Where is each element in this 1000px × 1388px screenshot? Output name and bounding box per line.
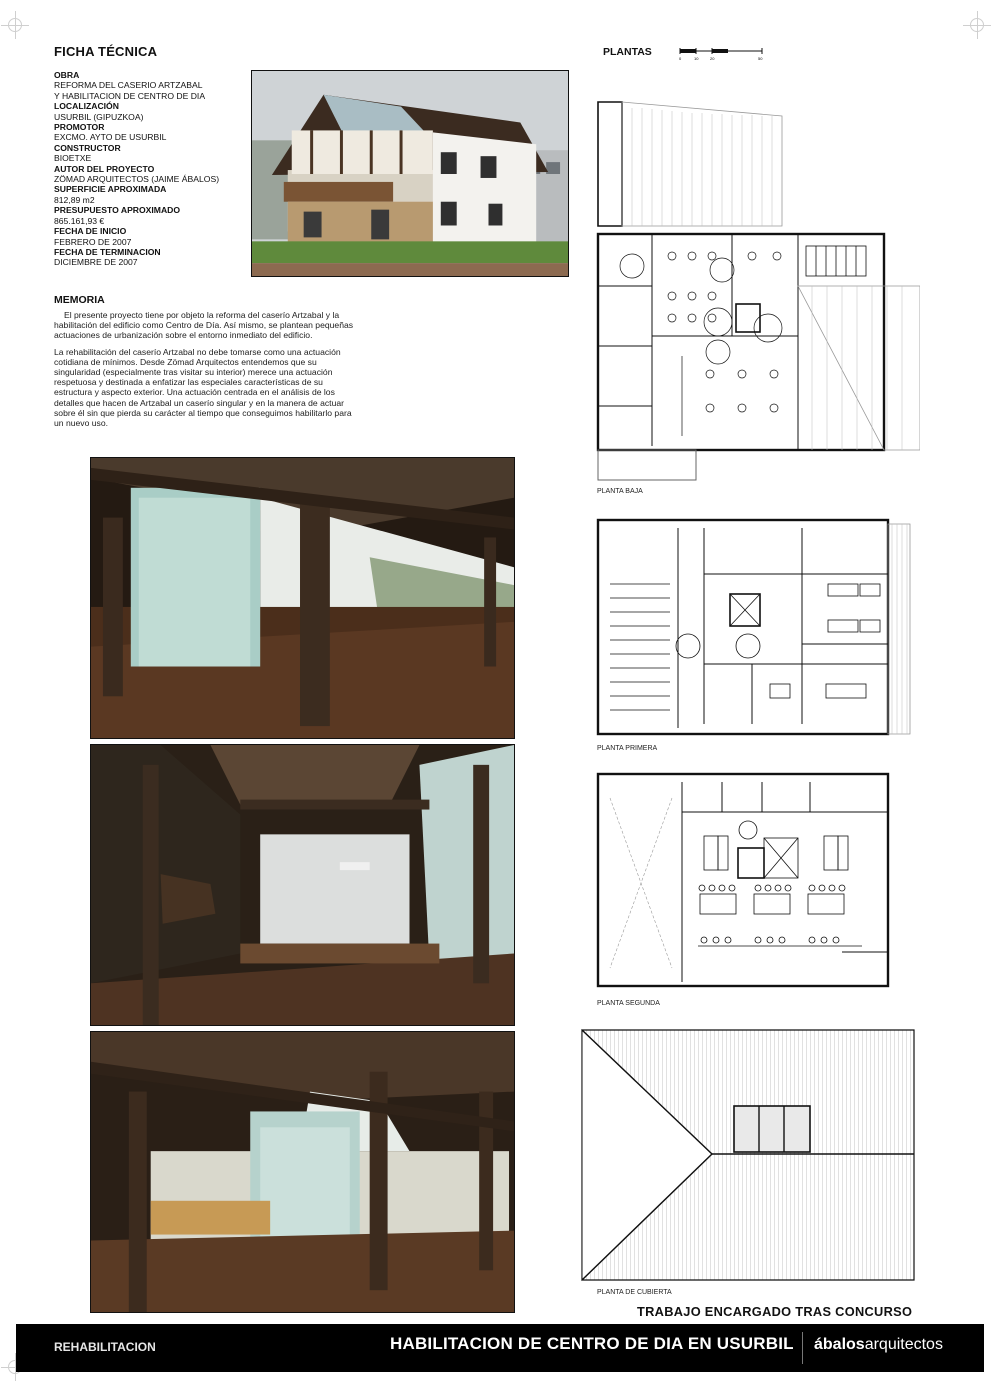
plan-label: PLANTA DE CUBIERTA [597, 1289, 672, 1296]
plantas-title: PLANTAS [603, 46, 652, 58]
spec-value: BIOETXE [54, 153, 92, 164]
firm-name-light: arquitectos [864, 1336, 943, 1353]
spec-label: CONSTRUCTOR [54, 142, 121, 153]
ficha-title: FICHA TÉCNICA [54, 44, 158, 59]
spec-value: DICIEMBRE DE 2007 [54, 257, 138, 268]
interior-photo-1 [90, 457, 515, 739]
spec-label: SUPERFICIE APROXIMADA [54, 184, 167, 195]
spec-value: FEBRERO DE 2007 [54, 236, 132, 247]
spec-label: PRESUPUESTO APROXIMADO [54, 205, 181, 216]
memoria-text [54, 310, 354, 434]
memoria-paragraph: El presente proyecto tiene por objeto la reforma del caserío Artzabal y la habilitación del edificio como Centro de Día. Así mismo, se plantean pequeñas actuaciones de urbanización sobre el entorno inmediato del edificio. [54, 310, 354, 341]
spec-label: LOCALIZACIÓN [54, 101, 119, 112]
firm-name-bold: ábalos [814, 1336, 865, 1353]
ficha-specs [54, 70, 244, 268]
footer-bar [16, 1324, 984, 1372]
plan-label: PLANTA SEGUNDA [597, 1000, 660, 1007]
spec-label: FECHA DE TERMINACION [54, 246, 161, 257]
tagline: TRABAJO ENCARGADO TRAS CONCURSO [637, 1304, 913, 1319]
spec-value: ZÖMAD ARQUITECTOS (JAIME ÁBALOS) [54, 174, 220, 185]
spec-value: 865.161,93 € [54, 215, 105, 226]
memoria-title: MEMORIA [54, 294, 105, 306]
interior-photo-2 [90, 744, 515, 1026]
plan-planta-cubierta [578, 1026, 920, 1284]
spec-label: AUTOR DEL PROYECTO [54, 163, 155, 174]
plan-planta-primera [592, 514, 914, 742]
plan-label: PLANTA PRIMERA [597, 745, 658, 752]
footer-category: REHABILITACION [54, 1340, 156, 1354]
scale-tick: 20 [710, 56, 715, 61]
spec-label: OBRA [54, 70, 80, 80]
scale-tick: 0 [679, 56, 682, 61]
spec-label: FECHA DE INICIO [54, 226, 127, 237]
crop-mark-top-left [8, 18, 22, 32]
scale-bar [678, 47, 764, 61]
firm-logo [814, 1336, 943, 1354]
spec-value: EXCMO. AYTO DE USURBIL [54, 132, 167, 143]
scale-tick: 50 [758, 56, 763, 61]
crop-mark-top-right [970, 18, 984, 32]
plan-planta-segunda [592, 768, 896, 994]
scale-tick: 10 [694, 56, 699, 61]
memoria-paragraph: La rehabilitación del caserío Artzabal no debe tomarse como una actuación cotidiana de mínimos. Desde Zömad Arquitectos entendemos que su singularidad (especialmente tras visitar su interior) merece una actuación respetuosa y destinada a enfatizar las especiales características de su estructura y aspecto exterior. Una actuación centrada en el análisis de los detalles que hacen de Artzabal un caserío singular y en la manera de actuar sobre él sin que pierda su carácter al tiempo que conseguimos habilitarlo para un nuevo uso. [54, 346, 352, 429]
spec-value: REFORMA DEL CASERIO ARTZABAL Y HABILITACION DE CENTRO DE DIA [54, 80, 206, 101]
plan-label: PLANTA BAJA [597, 488, 643, 495]
footer-title: HABILITACION DE CENTRO DE DIA EN USURBIL [390, 1334, 794, 1353]
footer-divider [802, 1332, 803, 1364]
spec-value: USURBIL (GIPUZKOA) [54, 111, 144, 122]
spec-value: 812,89 m2 [54, 194, 95, 205]
spec-label: PROMOTOR [54, 122, 105, 133]
plan-planta-baja [592, 96, 920, 484]
interior-photo-3 [90, 1031, 515, 1313]
exterior-photo [251, 70, 569, 277]
